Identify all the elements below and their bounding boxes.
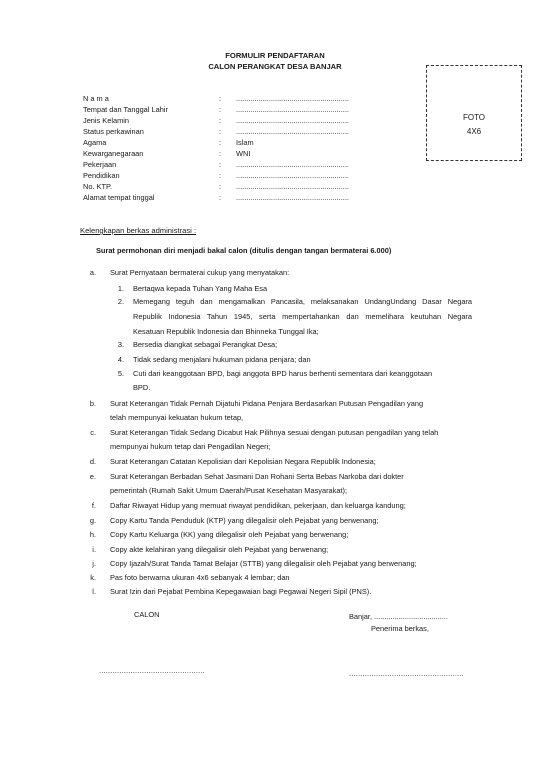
- sub-item-text: Bersedia diangkat sebagai Perangkat Desa;: [133, 340, 278, 349]
- field-value: .......................................................: [236, 116, 349, 125]
- field-value: Islam: [236, 138, 254, 147]
- form-subtitle: CALON PERANGKAT DESA BANJAR: [208, 62, 342, 71]
- list-item-text: Surat Keterangan Tidak Sedang Dicabut Hak Pilihnya sesuai dengan putusan pengadilan yang telah: [110, 428, 439, 437]
- field-colon: :: [219, 193, 222, 202]
- field-label: Alamat tempat tinggal: [83, 193, 155, 202]
- list-marker: h.: [89, 530, 96, 539]
- sub-item-text: BPD.: [133, 383, 151, 392]
- calon-label: CALON: [134, 610, 160, 619]
- field-value: .......................................................: [236, 105, 349, 114]
- list-marker: k.: [90, 573, 96, 582]
- photo-size: 4X6: [466, 127, 482, 136]
- field-label: Pekerjaan: [83, 160, 117, 169]
- list-item-text: Copy Kartu Keluarga (KK) yang dilegalisir oleh Pejabat yang berwenang;: [110, 530, 349, 539]
- field-value: .......................................................: [236, 160, 349, 169]
- list-item-text: Surat Izin dari Pejabat Pembina Kepegawaian bagi Pegawai Negeri Sipil (PNS).: [110, 587, 372, 596]
- sub-marker: 4.: [117, 355, 124, 364]
- list-item-text: Surat Keterangan Berbadan Sehat Jasmani Dan Rohani Serta Bebas Narkoba dari dokter: [110, 472, 404, 481]
- list-marker: d.: [89, 457, 96, 466]
- list-item-text: Copy Kartu Tanda Penduduk (KTP) yang dilegalisir oleh Pejabat yang berwenang;: [110, 516, 379, 525]
- kelengkapan-heading: Kelengkapan berkas administrasi :: [80, 226, 197, 235]
- list-item-text: Surat Pernyataan bermaterai cukup yang menyatakan:: [110, 268, 290, 277]
- calon-signature-line: ...............................................: [99, 666, 205, 675]
- field-value: .......................................................: [236, 94, 349, 103]
- list-item-text: pemerintah (Rumah Sakit Umum Daerah/Pusat Kesehatan Masyarakat);: [110, 486, 348, 495]
- field-colon: :: [219, 149, 222, 158]
- form-title: FORMULIR PENDAFTARAN: [225, 51, 325, 60]
- field-label: Tempat dan Tanggal Lahir: [83, 105, 168, 114]
- field-value: .......................................................: [236, 127, 349, 136]
- field-value: WNI: [236, 149, 251, 158]
- surat-permohonan: Surat permohonan diri menjadi bakal calon (ditulis dengan tangan bermaterai 6.000): [96, 246, 392, 255]
- sub-item-text: Kesatuan Republik Indonesia dan Bhinneka Tunggal Ika;: [133, 327, 319, 336]
- list-marker: e.: [89, 472, 96, 481]
- list-marker: i.: [92, 545, 96, 554]
- list-marker: l.: [92, 587, 96, 596]
- photo-label: FOTO: [462, 113, 486, 122]
- field-label: Status perkawinan: [83, 127, 144, 136]
- list-item-text: Copy akte kelahiran yang dilegalisir oleh Pejabat yang berwenang;: [110, 545, 329, 554]
- list-item-text: telah mempunyai kekuatan hukum tetap,: [110, 413, 244, 422]
- field-value: .......................................................: [236, 182, 349, 191]
- list-marker: a.: [89, 268, 96, 277]
- place-date: Banjar, ....................................: [349, 612, 448, 621]
- list-item-text: Copy Ijazah/Surat Tanda Tamat Belajar (STTB) yang dilegalisir oleh Pejabat yang berwenang;: [110, 559, 417, 568]
- sub-item-text: Memegang teguh dan mengamalkan Pancasila, melaksanakan UndangUndang Dasar Negara: [133, 297, 472, 306]
- penerima-label: Penerima berkas,: [371, 624, 429, 633]
- list-marker: c.: [90, 428, 96, 437]
- field-value: .......................................................: [236, 171, 349, 180]
- field-colon: :: [219, 138, 222, 147]
- list-marker: j.: [92, 559, 96, 568]
- field-label: Agama: [83, 138, 107, 147]
- photo-box: [426, 65, 522, 161]
- sub-marker: 5.: [117, 369, 124, 378]
- field-colon: :: [219, 94, 222, 103]
- sub-marker: 1.: [117, 284, 124, 293]
- field-label: Kewarganegaraan: [83, 149, 144, 158]
- sub-marker: 2.: [117, 297, 124, 306]
- list-marker: f.: [91, 501, 96, 510]
- field-label: Pendidikan: [83, 171, 120, 180]
- field-label: N a m a: [83, 94, 109, 103]
- list-marker: b.: [89, 399, 96, 408]
- field-label: No. KTP.: [83, 182, 113, 191]
- field-colon: :: [219, 105, 222, 114]
- list-item-text: mempunyai hukum tetap dari Pengadilan Negeri;: [110, 442, 271, 451]
- field-colon: :: [219, 127, 222, 136]
- field-value: .......................................................: [236, 193, 349, 202]
- sub-item-text: Tidak sedang menjalani hukuman pidana penjara; dan: [133, 355, 311, 364]
- list-marker: g.: [89, 516, 96, 525]
- list-item-text: Surat Keterangan Catatan Kepolisian dari Kepolisian Negara Republik Indonesia;: [110, 457, 376, 466]
- sub-item-text: Bertaqwa kepada Tuhan Yang Maha Esa: [133, 284, 268, 293]
- field-colon: :: [219, 171, 222, 180]
- field-colon: :: [219, 116, 222, 125]
- sub-item-text: Republik Indonesia Tahun 1945, serta mempertahankan dan memelihara keutuhan Negara: [133, 312, 472, 321]
- sub-marker: 3.: [117, 340, 124, 349]
- list-item-text: Surat Keterangan Tidak Pernah Dijatuhi Pidana Penjara Berdasarkan Putusan Pengadilan yang: [110, 399, 424, 408]
- field-label: Jenis Kelamin: [83, 116, 130, 125]
- field-colon: :: [219, 160, 222, 169]
- list-item-text: Daftar Riwayat Hidup yang memuat riwayat pendidikan, pekerjaan, dan keluarga kandung;: [110, 501, 406, 510]
- sub-item-text: Cuti dari keanggotaan BPD, bagi anggota BPD harus berhenti sementara dari keanggotaan: [133, 369, 433, 378]
- list-item-text: Pas foto berwarna ukuran 4x6 sebanyak 4 lembar; dan: [110, 573, 290, 582]
- field-colon: :: [219, 182, 222, 191]
- penerima-signature-line: ...................................................: [349, 669, 464, 678]
